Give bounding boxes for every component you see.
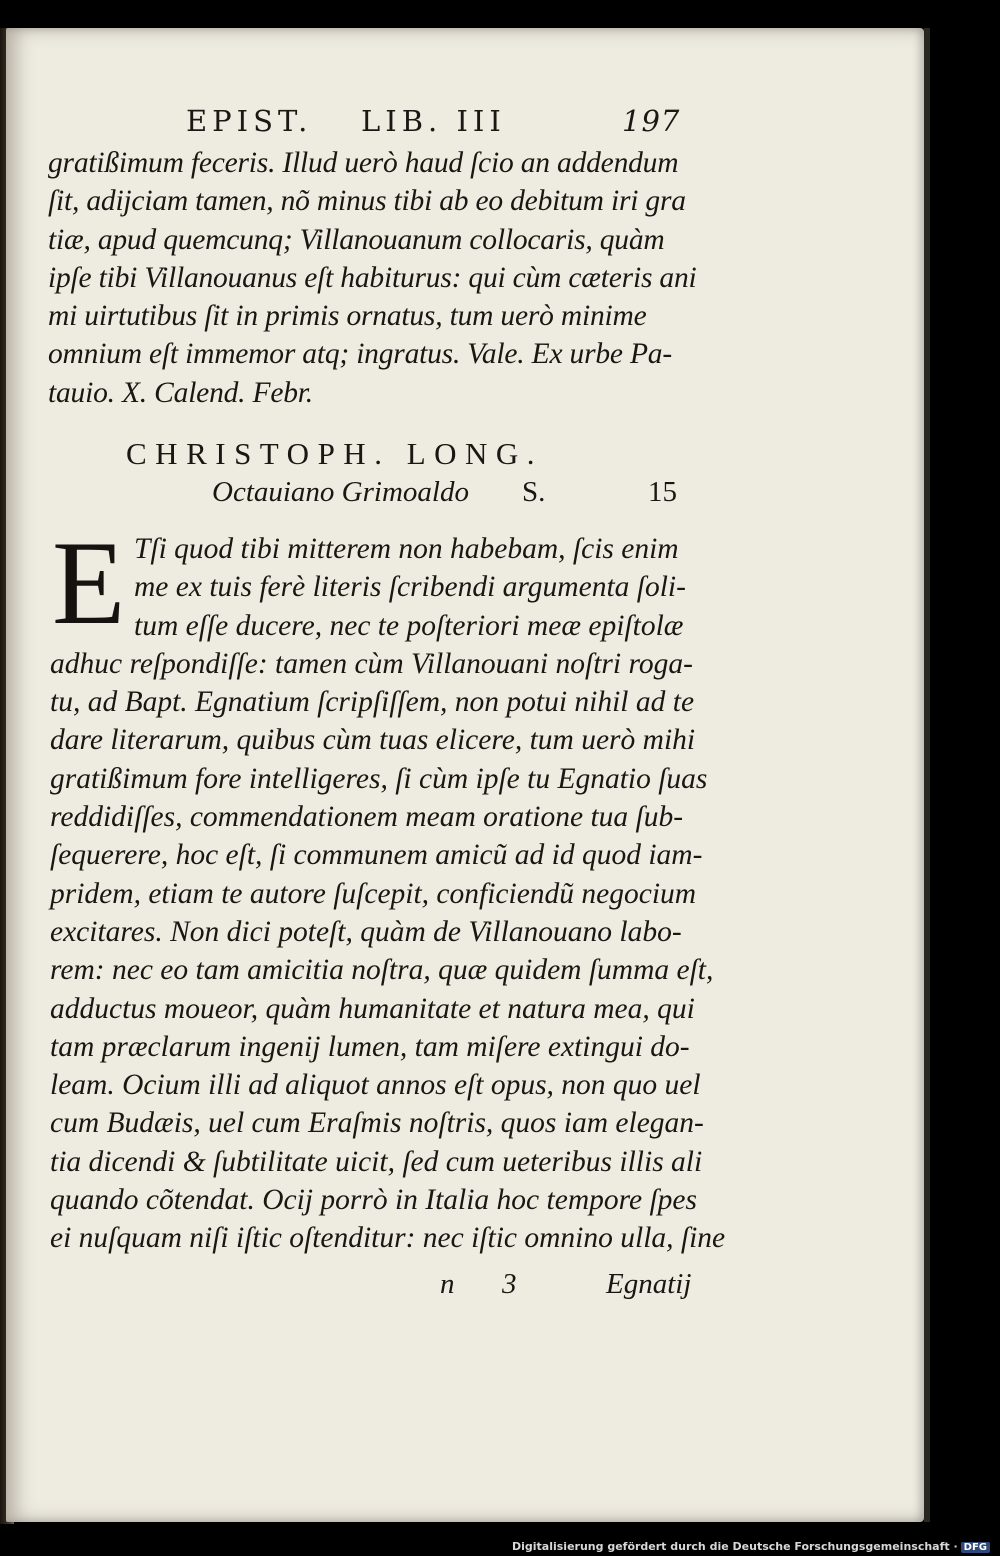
text-line: quando cõtendat. Ocij porrò in Italia hoc tempore ſpes: [50, 1184, 697, 1217]
catchword: Egnatij: [606, 1268, 692, 1300]
running-head-book: LIB. III: [361, 104, 506, 138]
text-line: Tſi quod tibi mitterem non habebam, ſcis enim: [134, 533, 679, 565]
credit-text: Digitalisierung gefördert durch die Deutsche Forschungsgemeinschaft ·: [511, 1540, 958, 1553]
letter-number: 15: [648, 476, 677, 508]
text-line: ipſe tibi Villanouanus eſt habiturus: qui cùm cæteris ani: [48, 261, 697, 294]
continuation-text: [48, 144, 698, 412]
dfg-logo-icon: DFG: [961, 1542, 990, 1553]
text-line: ſequerere, hoc eſt, ſi communem amicũ ad id quod iam-: [50, 839, 703, 872]
text-line: tia dicendi & ſubtilitate uicit, ſed cum ueteribus illis ali: [50, 1145, 703, 1178]
text-line: omnium eſt immemor atq; ingratus. Vale. Ex urbe Pa-: [48, 338, 672, 371]
salutation: S.: [522, 476, 546, 508]
text-line: gratißimum fore intelligeres, ſi cùm ipſe tu Egnatio ſuas: [50, 762, 708, 795]
text-line: adductus moueor, quàm humanitate et natura mea, qui: [50, 992, 695, 1025]
signature-number: 3: [502, 1268, 517, 1300]
page-edge-shadow: [924, 28, 930, 1522]
text-line: ſit, adijciam tamen, nõ minus tibi ab eo debitum iri gra: [48, 185, 686, 218]
page-number: 197: [622, 104, 681, 138]
text-line: tiæ, apud quemcunq; Villanouanum collocaris, quàm: [48, 223, 665, 256]
text-line: cum Budæis, uel cum Eraſmis noſtris, quos iam elegan-: [50, 1107, 704, 1140]
drop-cap: E: [52, 516, 126, 649]
running-head-left: EPIST.: [186, 104, 313, 138]
text-line: ei nuſquam niſi iſtic oſtenditur: nec iſtic omnino ulla, ſine: [50, 1222, 726, 1255]
letter-body: [50, 516, 726, 1258]
text-line: tum eſſe ducere, nec te poſteriori meæ epiſtolæ: [134, 609, 684, 642]
text-line: rem: nec eo tam amicitia noſtra, quæ quidem ſumma eſt,: [50, 954, 714, 987]
running-head: [186, 104, 690, 144]
text-line: tu, ad Bapt. Egnatium ſcripſiſſem, non potui nihil ad te: [50, 686, 695, 719]
digitization-credit: [512, 1540, 990, 1553]
text-line: pridem, etiam te autore ſuſcepit, conficiendũ negocium: [50, 877, 697, 910]
text-line: dare literarum, quibus cùm tuas elicere, tum uerò mihi: [50, 724, 696, 757]
letter-heading: CHRISTOPH. LONG.: [126, 436, 544, 471]
text-line: adhuc reſpondiſſe: tamen cùm Villanouani noſtri roga-: [50, 647, 693, 680]
text-line: excitares. Non dici poteſt, quàm de Villanouano labo-: [50, 915, 682, 948]
text-line: tauio. X. Calend. Febr.: [48, 376, 313, 409]
text-line: tam præclarum ingenij lumen, tam miſere extingui do-: [50, 1030, 690, 1063]
text-line: me ex tuis ferè literis ſcribendi argumenta ſoli-: [134, 571, 686, 604]
text-line: leam. Ocium illi ad aliquot annos eſt opus, non quo uel: [50, 1069, 701, 1102]
text-line: reddidiſſes, commendationem meam oratione tua ſub-: [50, 801, 684, 834]
text-line: mi uirtutibus ſit in primis ornatus, tum uerò minime: [48, 300, 647, 333]
signature-mark: n: [440, 1268, 455, 1300]
text-line: gratißimum feceris. Illud uerò haud ſcio an addendum: [48, 147, 679, 179]
addressee-name: Octauiano Grimoaldo: [212, 476, 469, 508]
